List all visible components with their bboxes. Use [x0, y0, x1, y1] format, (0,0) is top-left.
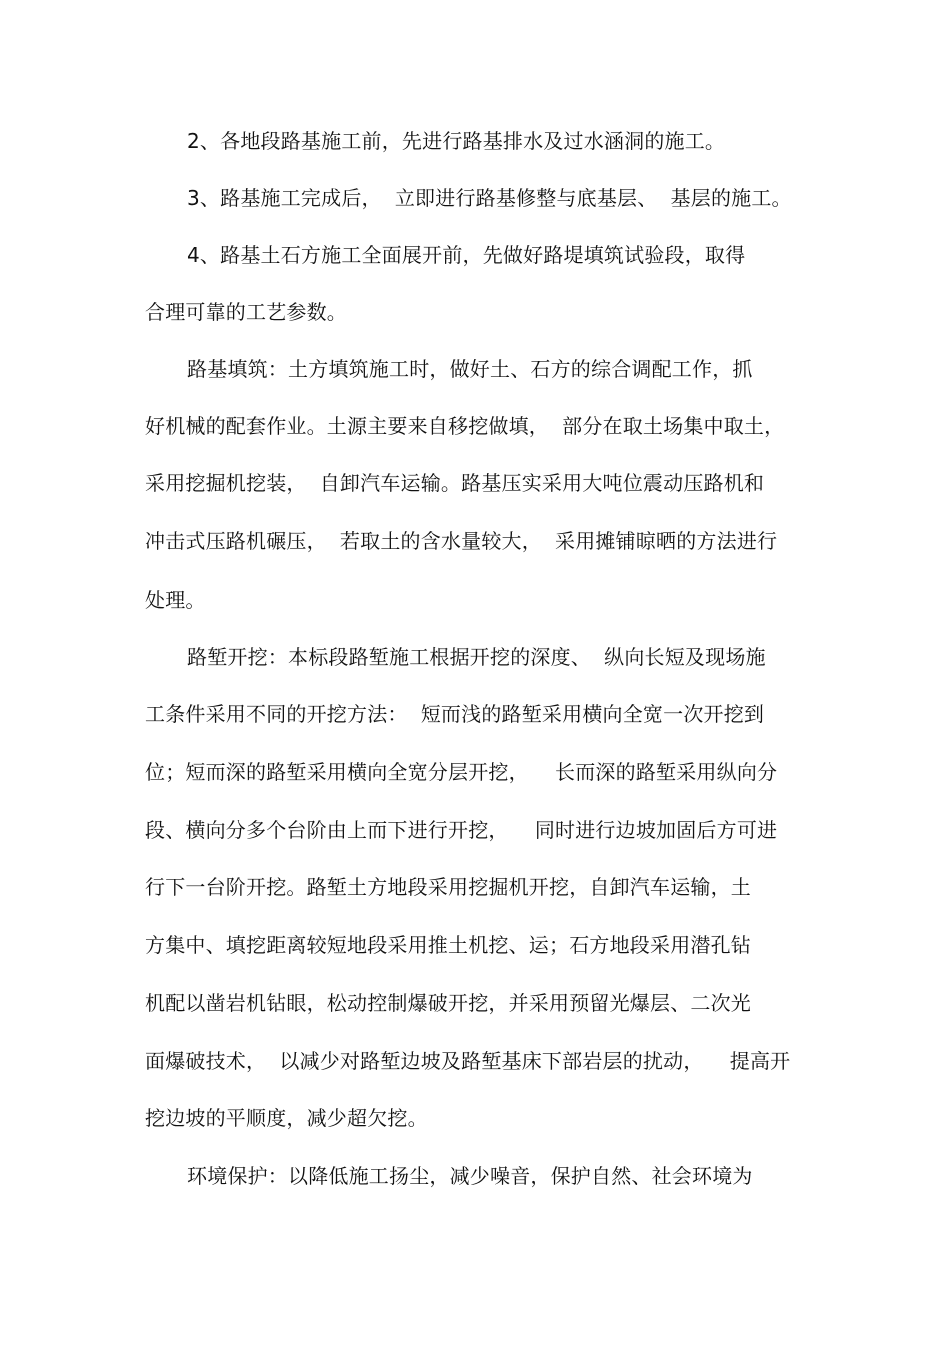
text-line: 机配以凿岩机钻眼，松动控制爆破开挖，并采用预留光爆层、二次光 — [145, 991, 751, 1015]
text-line: 2、各地段路基施工前，先进行路基排水及过水涵洞的施工。 — [187, 129, 726, 153]
text-line: 环境保护：以降低施工扬尘，减少噪音，保护自然、社会环境为 — [187, 1164, 753, 1188]
text-line: 路堑开挖：本标段路堑施工根据开挖的深度、 纵向长短及现场施 — [187, 645, 766, 669]
text-line: 冲击式压路机碾压， 若取土的含水量较大， 采用摊铺晾晒的方法进行 — [145, 529, 778, 553]
text-line: 好机械的配套作业。土源主要来自移挖做填， 部分在取土场集中取土， — [145, 414, 785, 438]
text-line: 挖边坡的平顺度，减少超欠挖。 — [145, 1106, 428, 1130]
text-line: 处理。 — [145, 588, 206, 612]
text-line: 3、路基施工完成后， 立即进行路基修整与底基层、 基层的施工。 — [187, 186, 792, 210]
text-line: 采用挖掘机挖装， 自卸汽车运输。路基压实采用大吨位震动压路机和 — [145, 471, 765, 495]
text-line: 方集中、填挖距离较短地段采用推土机挖、运；石方地段采用潜孔钻 — [145, 933, 751, 957]
text-line: 路基填筑：土方填筑施工时，做好土、石方的综合调配工作，抓 — [187, 357, 753, 381]
text-line: 工条件采用不同的开挖方法： 短而浅的路堑采用横向全宽一次开挖到 — [145, 702, 765, 726]
text-line: 4、路基土石方施工全面展开前，先做好路堤填筑试验段，取得 — [187, 243, 746, 267]
text-line: 段、横向分多个台阶由上而下进行开挖， 同时进行边坡加固后方可进 — [145, 818, 778, 842]
text-line: 行下一台阶开挖。路堑土方地段采用挖掘机开挖，自卸汽车运输，土 — [145, 875, 751, 899]
text-line: 面爆破技术， 以减少对路堑边坡及路堑基床下部岩层的扰动， 提高开 — [145, 1049, 791, 1073]
text-line: 位；短而深的路堑采用横向全宽分层开挖， 长而深的路堑采用纵向分 — [145, 760, 778, 784]
text-line: 合理可靠的工艺参数。 — [145, 300, 347, 324]
